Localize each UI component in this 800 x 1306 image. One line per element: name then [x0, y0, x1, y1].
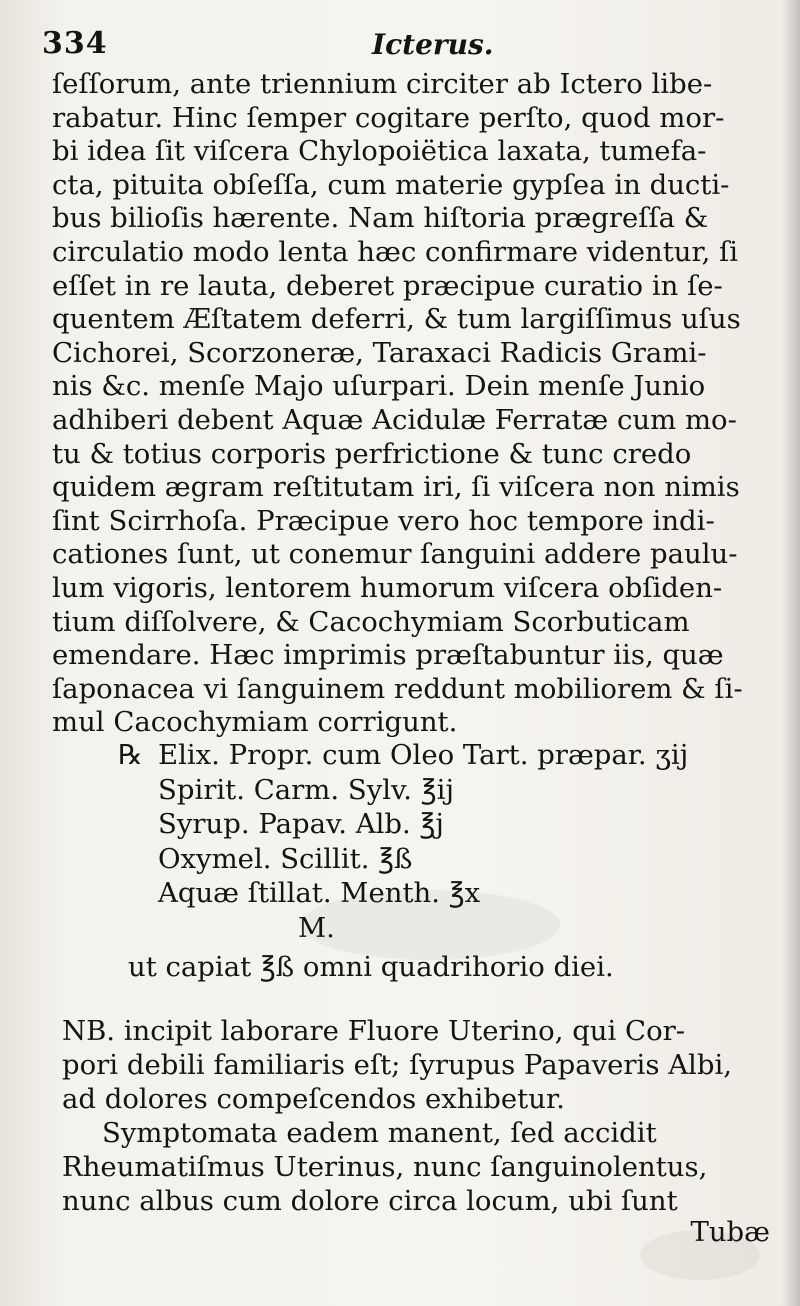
text-line: quentem Æſtatem deferri, & tum largiſſimus uſus — [52, 303, 741, 336]
symptom-paragraph — [62, 1116, 762, 1218]
text-line: mul Cacochymiam corrigunt. — [52, 706, 458, 739]
prescription-ingredient: Syrup. Papav. Alb. ℥j — [158, 808, 444, 840]
text-line: ſeſſorum, ante triennium circiter ab Ictero libe- — [52, 68, 713, 100]
text-line: Rheumatiſmus Uterinus, nunc ſanguinolentus, — [62, 1151, 708, 1183]
text-line: NB. incipit laborare Fluore Uterino, qui Cor- — [62, 1015, 686, 1047]
page-spine-shadow — [782, 0, 800, 1306]
text-line: tu & totius corporis perfrictione & tunc credo — [52, 437, 692, 470]
text-line: pori debili familiaris eſt; ſyrupus Papaveris Albi, — [62, 1049, 732, 1081]
text-line: ſaponacea vi ſanguinem reddunt mobiliorem & ſi- — [52, 672, 743, 705]
running-head: Icterus. — [372, 28, 494, 61]
text-line: circulatio modo lenta hæc confirmare videntur, ſi — [52, 235, 739, 268]
text-line: bus bilioſis hærente. Nam hiſtoria prægreſſa & — [52, 202, 709, 235]
prescription-ingredient: Elix. Propr. cum Oleo Tart. præpar. ʒij — [158, 739, 689, 771]
misce-instruction: M. — [298, 911, 335, 944]
prescription-block — [118, 738, 768, 945]
text-line: ad dolores compeſcendos exhibetur. — [62, 1083, 565, 1115]
dosage-instruction: ut capiat ℥ß omni quadrihorio diei. — [128, 951, 614, 983]
text-line: Cichorei, Scorzoneræ, Taraxaci Radicis Grami- — [52, 336, 707, 369]
text-line: Symptomata eadem manent, ſed accidit — [102, 1117, 657, 1149]
page-number: 334 — [42, 26, 108, 61]
main-paragraph — [52, 68, 760, 740]
text-line: lum vigoris, lentorem humorum viſcera obſiden- — [52, 571, 723, 604]
text-line: cta, pituita obſeſſa, cum materie gypſea in ducti- — [52, 168, 730, 201]
text-line: eſſet in re lauta, deberet præcipue curatio in ſe- — [52, 269, 723, 302]
text-line: quidem ægram reſtitutam iri, ſi viſcera non nimis — [52, 471, 740, 504]
prescription-first-line — [118, 738, 768, 773]
text-line: rabatur. Hinc ſemper cogitare perſto, quod mor- — [52, 101, 725, 134]
text-line: nis &c. menſe Majo uſurpari. Dein menſe Junio — [52, 370, 706, 403]
text-line: bi idea ſit viſcera Chylopoiëtica laxata, tumefa- — [52, 135, 707, 168]
prescription-ingredient: Aquæ ſtillat. Menth. ℥x — [158, 877, 481, 909]
text-line: cationes ſunt, ut conemur ſanguini addere paulu- — [52, 538, 738, 571]
catchword: Tubæ — [690, 1216, 770, 1248]
page-header — [42, 26, 762, 70]
recipe-symbol: ℞ — [118, 739, 143, 771]
text-line: emendare. Hæc imprimis præſtabuntur iis, quæ — [52, 639, 724, 672]
text-line: tium diſſolvere, & Cacochymiam Scorbuticam — [52, 605, 690, 638]
text-line: nunc albus cum dolore circa locum, ubi ſunt — [62, 1185, 678, 1217]
prescription-ingredient: Spirit. Carm. Sylv. ℥ij — [158, 773, 454, 806]
nb-paragraph — [62, 1014, 762, 1116]
text-line: ſint Scirrhoſa. Præcipue vero hoc tempore indi- — [52, 504, 715, 537]
text-line: adhiberi debent Aquæ Acidulæ Ferratæ cum mo- — [52, 403, 737, 436]
prescription-ingredient: Oxymel. Scillit. ℥ß — [158, 842, 413, 875]
